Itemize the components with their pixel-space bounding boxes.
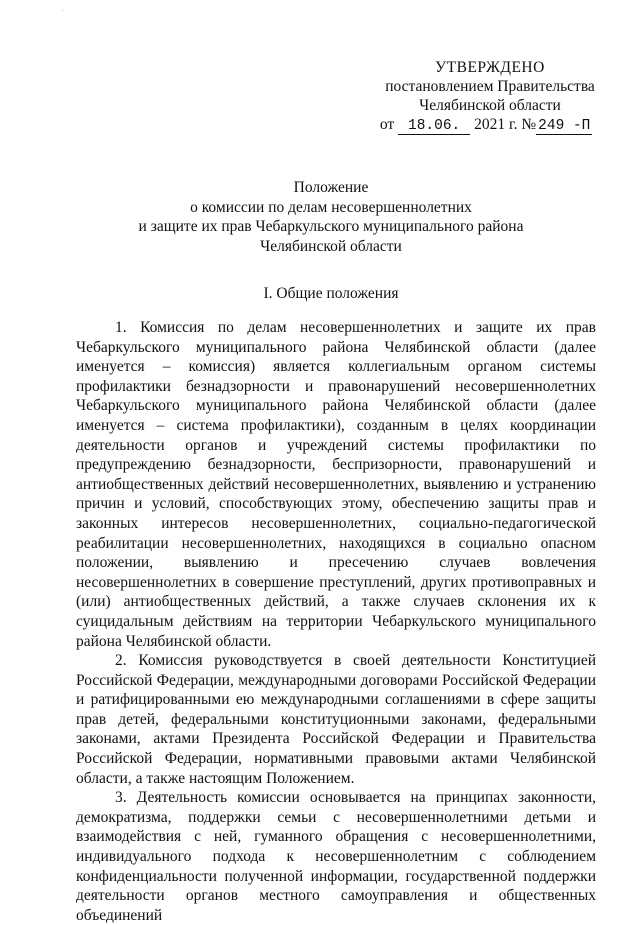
document-title	[80, 178, 582, 256]
approval-heading: УТВЕРЖДЕНО	[435, 59, 545, 76]
approval-stamp	[370, 58, 610, 135]
title-line-4: Челябинской области	[260, 237, 402, 255]
approval-date-line	[362, 115, 610, 135]
approval-number: 249 -П	[538, 118, 591, 134]
paragraph-1: 1. Комиссия по делам несовершеннолетних и защите их прав Чебаркульского муниципального района Челябинской области (далее именуется – комиссия) является коллегиальным органом системы профилактики безнадзорности и правонарушений несовершеннолетних Чебаркульского муниципального района Челябинской области (далее именуется – система профилактики), созданным в целях координации деятельности органов и учреждений системы профилактики по предупреждению безнадзорности, беспризорности, правонарушений и антиобщественных действий несовершеннолетних, выявлению и устранению причин и условий, способствующих этому, обеспечению защиты прав и законных интересов несовершеннолетних, социально-педагогической реабилитации несовершеннолетних, находящихся в социально опасном положении, выявлению и пресечению случаев вовлечения несовершеннолетних в совершение преступлений, других противоправных и (или) антиобщественных действий, а также случаев склонения их к суицидальным действиям на территории Чебаркульского муниципального района Челябинской области.	[76, 319, 596, 650]
approval-prefix: от	[379, 116, 395, 133]
title-line-2: о комиссии по делам несовершеннолетних	[190, 198, 472, 216]
approval-line-1: постановлением Правительства	[385, 78, 595, 95]
approval-line-2: Челябинской области	[419, 97, 561, 114]
paragraph-3: 3. Деятельность комиссии основывается на принципах законности, демократизма, поддержки семьи с несовершеннолетними детьми и взаимодействия с ней, гуманного обращения с несовершеннолетними, индивидуального подхода к несовершеннолетним с соблюдением конфиденциальности полученной информации, государственной поддержки деятельности органов местного самоуправления и общественных объединений	[76, 789, 596, 924]
title-line-1: Положение	[293, 179, 369, 196]
approval-year: 2021 г. №	[474, 116, 537, 133]
paragraph-2: 2. Комиссия руководствуется в своей деятельности Конституцией Российской Федерации, международными договорами Российской Федерации и ратифицированными ею международными соглашениями в сфере защиты прав детей, федеральными конституционными законами, федеральными законами, актами Президента Российской Федерации и Правительства Российской Федерации, нормативными правовыми актами Челябинской области, а также настоящим Положением.	[76, 652, 596, 787]
document-body	[76, 318, 596, 925]
approval-date: 18.06.	[398, 118, 470, 135]
page-mark: ·	[62, 8, 64, 14]
title-line-3: и защите их прав Чебаркульского муниципального района	[138, 218, 524, 235]
section-title: I. Общие положения	[263, 285, 399, 302]
